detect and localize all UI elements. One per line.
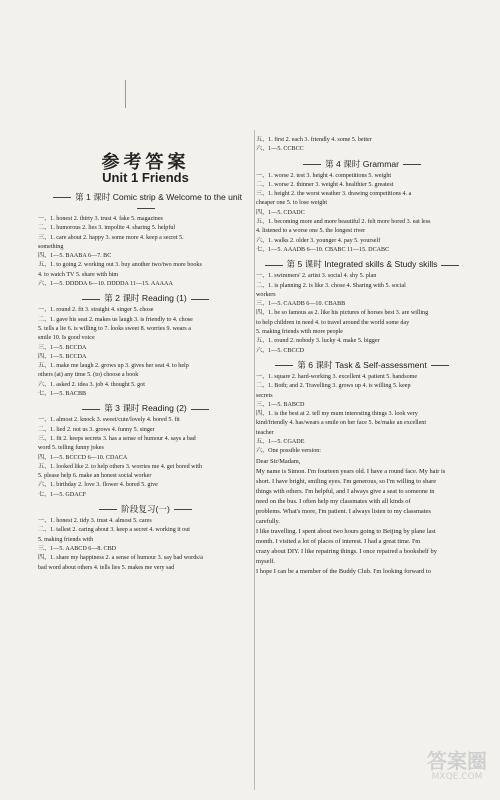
heading-rule [82,409,100,410]
letter-line: I like travelling. I spent about two hours going to Beijing by plane last [256,527,436,535]
answer-line: 六、1—5. DDDDA 6—10. DDDDA 11—15. AAAAA [38,281,173,288]
answer-line: 二、1. is planning 2. is like 3. chose 4. Sharing with 5. social [256,282,406,289]
section-heading [38,402,253,414]
answer-line: 一、1. honest 2. tidy 3. trust 4. almost 5. cares [38,518,152,525]
letter-line: myself. [256,557,275,565]
answer-line: 一、1. almost 2. knock 3. sweet/cute/lovely 4. bored 5. fit [38,417,180,424]
section-heading-text: 第 4 课时 Grammar [324,158,399,169]
answer-line: 六、1—5. CBCCD [256,347,305,354]
answer-line: 四、1. be so famous as 2. like his pictures of horses best 3. are willing [256,310,429,317]
letter-line: problems. What's more, I'm patient. I always listen to my classmates [256,507,431,515]
answer-line: 4. to watch TV 5. share with him [38,271,119,278]
answer-line: 六、1. walks 2. older 3. younger 4. pay 5. yourself [256,237,381,244]
letter-line: need on the bus. I often help my classmates with all kinds of [256,497,411,505]
answer-line: 七、1—5. AAADB 6—10. CBABC 11—15. DCABC [256,246,390,253]
section-heading [256,158,468,170]
section-heading [38,292,253,304]
answer-line: 一、1. round 2. fit 3. straight 4. singer 5. chose [38,307,154,314]
section-heading [256,258,468,270]
answer-line: 二、1. gave his seat 2. makes us laugh 3. is friendly to 4. chose [38,316,193,323]
answer-line: 5. please help 6. make an honest social worker [38,473,152,480]
answer-line: to help children in need 4. to travel around the world some day [256,319,410,326]
answer-line: 四、1—5. CDADC [256,209,305,216]
letter-line: crazy about DIY. I like repairing things. I once repaired a bookshelf by [256,547,437,555]
answer-line: 六、One possible version: [256,448,321,455]
right-answer-blocks [256,136,468,577]
heading-rule [265,265,283,266]
heading-rule [431,365,449,366]
answer-line: 二、1. Both; and 2. Travelling 3. grows up 4. is willing 5. keep [256,383,411,390]
answer-line: 五、1. becoming more and more beautiful 2. felt more bored 3. eat less [256,219,431,226]
heading-rule [53,197,71,198]
unit-title: Unit 1 Friends [102,170,189,185]
answer-line: 四、1. share my happiness 2. a sense of humour 3. say bad words/a [38,555,204,562]
answer-line: 二、1. worse 2. thinner 3. weight 4. healthier 5. greatest [256,181,394,188]
answer-line: 三、1—5. BCCDA [38,344,87,351]
section-heading [38,191,253,213]
heading-rule [99,509,117,510]
answer-line: cheaper one 5. to lose weight [256,200,328,207]
column-divider [254,130,255,790]
answer-line: 六、1. asked 2. idea 3. job 4. thought 5. got [38,381,145,388]
section-heading-text: 阶段复习(一) [121,504,170,515]
answer-line: 五、1. first 2. each 3. friendly 4. some 5. better [256,137,372,143]
answer-line: others (at) any time 5. (to) choose a book [38,372,139,379]
answer-line: 一、1. honest 2. thirty 3. trust 4. fake 5. magazines [38,216,163,222]
heading-rule [275,365,293,366]
answer-line: 5. tells a lie 6. is willing to 7. looks sweet 8. worries 9. wears a [38,325,191,332]
section-heading-text: 第 1 课时 Comic strip & Welcome to the unit [75,192,242,202]
answer-line: bad word about others 4. tells lies 5. makes me very sad [38,564,175,571]
answer-line: 三、1. care about 2. happy 3. some more 4. keep a secret 5. [38,234,184,241]
answer-line: 五、1—5. CGADE [256,439,305,446]
watermark [422,750,492,790]
answer-line: smile 10. Is good voice [38,335,95,342]
left-answer-blocks [38,188,253,573]
answer-line: 一、1. square 2. hard-working 3. excellent 4. patient 5. handsome [256,373,418,380]
heading-rule [303,164,321,165]
answer-line: secrets [256,392,273,399]
answer-line: 五、1. looked like 2. to help others 3. worries me 4. get bored with [38,463,202,470]
section-heading [256,359,468,371]
answer-line: something [38,243,64,250]
letter-line: I hope I can be a member of the Buddy Club. I'm looking forward to [256,567,431,575]
letter-line: month. I visited a lot of places of interest. I had a great time. I'm [256,537,421,545]
section-heading-text: 第 6 课时 Task & Self-assessment [297,359,427,370]
heading-rule [137,208,155,209]
answer-line: 五、1. round 2. nobody 3. lucky 4. make 5. bigger [256,338,380,345]
answer-line: 五、1. make me laugh 2. grows up 3. gives her seat 4. to help [38,363,189,370]
answer-line: 三、1. fit 2. keeps secrets 3. has a sense of humour 4. says a bad [38,435,196,442]
section-heading-text: 第 3 课时 Reading (2) [104,403,187,414]
heading-rule [191,299,209,300]
answer-line: 四、1—5. BCCDA [38,353,87,360]
answer-line: teacher [256,429,274,436]
page-title: 参考答案 [101,152,190,173]
answer-line: 三、1. height 2. the worst weather 3. drawing competitions 4. a [256,191,412,198]
answer-line: 六、1—5. CCBCC [256,146,304,153]
section-heading [38,503,253,515]
heading-rule [403,164,421,165]
answer-line: 二、1. tallest 2. caring about 3. keep a secret 4. working it out [38,527,190,534]
answer-line: 七、1—5. BACBB [38,391,87,398]
answer-line: 四、1—5. BAABA 6—7. BC [38,253,112,260]
answer-line: 三、1—5. AABCD 6—8. CBD [38,545,117,552]
heading-rule [191,409,209,410]
letter-line: My name is Simon. I'm fourteen years old. I have a round face. My hair is [256,467,446,475]
answer-line: 5. making friends with more people [256,329,343,336]
letter-line: carefully. [256,517,280,525]
answer-line: 5. making friends with [38,536,94,543]
answer-line: 五、1. to going 2. working out 3. buy another two/two more books [38,262,202,269]
answer-line: kind/friendly 4. has/wears a smile on her face 5. be/make an excellent [256,420,427,427]
answer-line: 一、1. worse 2. test 3. height 4. competitions 5. weight [256,172,392,179]
binding-mark [125,80,126,108]
watermark-url: MXQE.COM [431,772,483,782]
answer-line: 三、1—5. BABCD [256,401,305,408]
answer-line: 一、1. swimmers' 2. artist 3. social 4. shy 5. plan [256,273,377,280]
section-heading-text: 第 2 课时 Reading (1) [104,293,187,304]
answer-line: 四、1—5. BCCCD 6—10. CDACA [38,454,128,461]
heading-rule [174,509,192,510]
answer-line: workers [256,291,276,298]
answer-line: 三、1—5. CAADB 6—10. CBABB [256,301,346,308]
answer-line: 六、1. birthday 2. love 3. flower 4. bored 5. give [38,482,158,489]
answer-line: 4. listened to a worse one 5. the longest river [256,228,366,235]
answer-line: 四、1. is the best at 2. tell my mum interesting things 3. look very [256,411,418,418]
answer-line: 七、1—5. GDACF [38,491,87,498]
answer-line: 二、1. humorous 2. lies 3. impolite 4. sharing 5. helpful [38,225,176,232]
letter-line: Dear Sir/Madam, [256,457,301,465]
answer-line: 二、1. lied 2. not us 3. grows 4. funny 5. singer [38,426,155,433]
heading-rule [82,299,100,300]
heading-rule [441,265,459,266]
section-heading-text: 第 5 课时 Integrated skills & Study skills [286,259,438,270]
letter-line: things with others. I'm helpful, and I always give a seat to someone in [256,487,435,495]
letter-line: short. I have bright, smiling eyes. I'm generous, so I'm willing to share [256,477,437,485]
answer-line: word 5. telling funny jokes [38,445,104,452]
watermark-logo: 答案圈 [427,749,487,773]
